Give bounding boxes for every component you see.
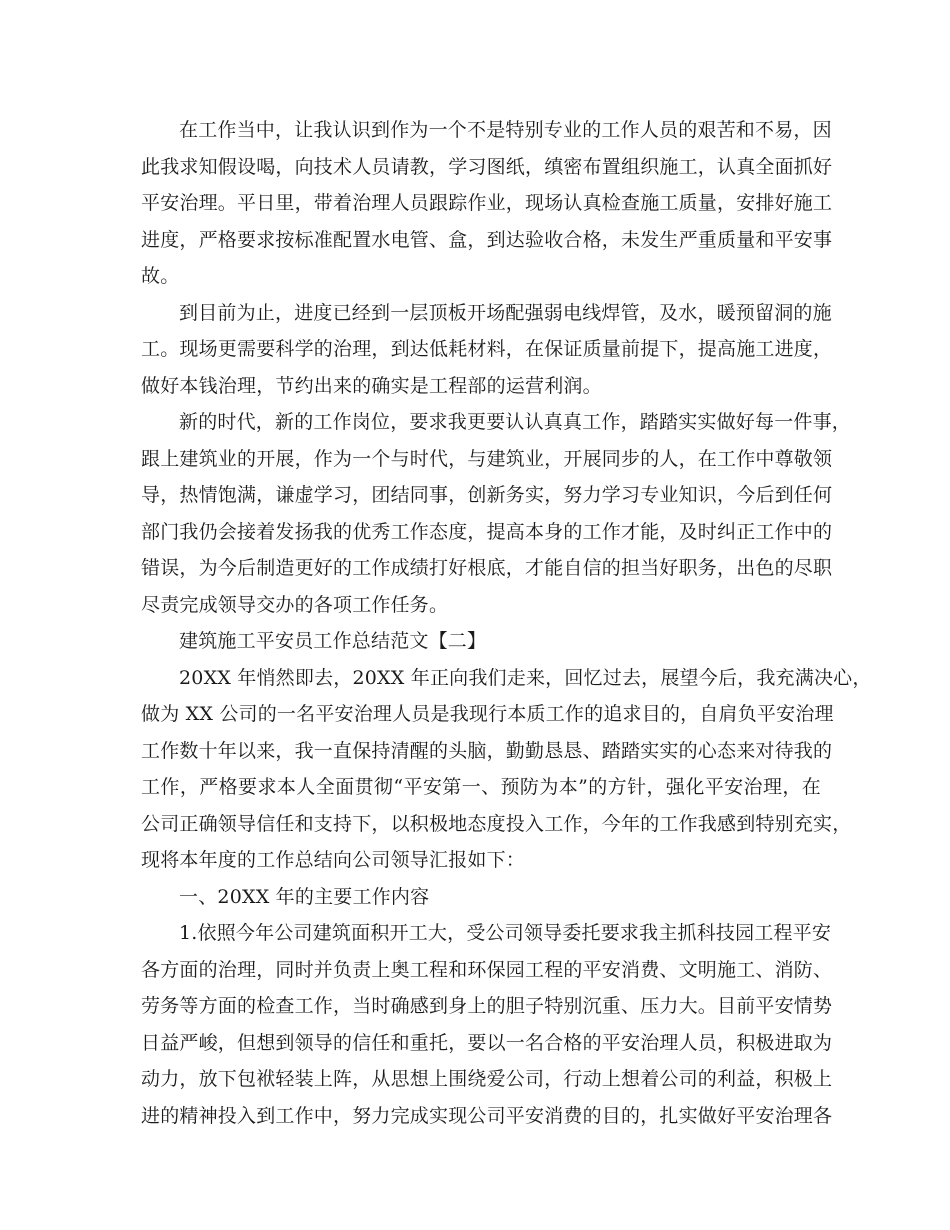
paragraph-p7-line: 进的精神投入到工作中，努力完成实现公司平安消费的目的，扎实做好平安治理各 xyxy=(141,1104,833,1127)
paragraph-p5-line: 现将本年度的工作总结向公司领导汇报如下： xyxy=(141,849,526,871)
paragraph-p4-line: 建筑施工平安员工作总结范文【二】 xyxy=(179,630,487,652)
paragraph-p1-line: 故。 xyxy=(141,265,180,287)
paragraph-p3-line: 跟上建筑业的开展，作为一个与时代，与建筑业，开展同步的人，在工作中尊敬领 xyxy=(141,447,833,470)
paragraph-p1-line: 此我求知假设喝，向技术人员请教，学习图纸，缜密布置组织施工，认真全面抓好 xyxy=(141,155,833,178)
paragraph-p2-line: 到目前为止，进度已经到一层顶板开场配强弱电线焊管，及水，暖预留洞的施 xyxy=(179,301,832,324)
paragraph-p1-line: 平安治理。平日里，带着治理人员跟踪作业，现场认真检查施工质量，安排好施工 xyxy=(141,192,833,214)
paragraph-p1-line: 在工作当中，让我认识到作为一个不是特别专业的工作人员的艰苦和不易，因 xyxy=(179,119,832,141)
paragraph-p3-line: 新的时代，新的工作岗位，要求我更要认认真真工作，踏踏实实做好每一件事， xyxy=(179,411,852,433)
paragraph-p5-line: 20XX 年悄然即去，20XX 年正向我们走来，回忆过去，展望今后，我充满决心， xyxy=(179,666,872,689)
paragraph-p2-line: 做好本钱治理，节约出来的确实是工程部的运营利润。 xyxy=(141,374,602,397)
paragraph-p5-line: 做为 XX 公司的一名平安治理人员是我现行本质工作的追求目的，自肩负平安治理 xyxy=(141,703,834,725)
paragraph-p7-line: 动力，放下包袱轻装上阵，从思想上围绕爱公司，行动上想着公司的利益，积极上 xyxy=(141,1068,833,1090)
paragraph-p6-line: 一、20XX 年的主要工作内容 xyxy=(179,885,430,908)
paragraph-p1-line: 进度，严格要求按标准配置水电管、盒，到达验收合格，未发生严重质量和平安事 xyxy=(141,228,833,251)
paragraph-p5-line: 工作，严格要求本人全面贯彻“平安第一、预防为本”的方针，强化平安治理，在 xyxy=(141,776,821,798)
paragraph-p3-line: 错误，为今后制造更好的工作成绩打好根底，才能自信的担当好职务，出色的尽职 xyxy=(141,557,833,579)
paragraph-p2-line: 工。现场更需要科学的治理，到达低耗材料，在保证质量前提下，提高施工进度， xyxy=(141,338,833,360)
paragraph-p7-line: 1.依照今年公司建筑面积开工大，受公司领导委托要求我主抓科技园工程平安 xyxy=(179,922,832,944)
paragraph-p7-line: 各方面的治理，同时并负责上奥工程和环保园工程的平安消费、文明施工、消防、 xyxy=(141,958,833,981)
paragraph-p7-line: 劳务等方面的检查工作，当时确感到身上的胆子特别沉重、压力大。目前平安情势 xyxy=(141,995,833,1017)
paragraph-p3-line: 尽责完成领导交办的各项工作任务。 xyxy=(141,593,449,616)
paragraph-p5-line: 公司正确领导信任和支持下，以积极地态度投入工作，今年的工作我感到特别充实， xyxy=(141,812,852,835)
paragraph-p3-line: 导，热情饱满，谦虚学习，团结同事，创新务实，努力学习专业知识，今后到任何 xyxy=(141,484,833,506)
document-body xyxy=(141,112,872,1134)
paragraph-p3-line: 部门我仍会接着发扬我的优秀工作态度，提高本身的工作才能，及时纠正工作中的 xyxy=(141,520,833,543)
paragraph-p5-line: 工作数十年以来，我一直保持清醒的头脑，勤勤恳恳、踏踏实实的心态来对待我的 xyxy=(141,739,833,762)
paragraph-p7-line: 日益严峻，但想到领导的信任和重托，要以一名合格的平安治理人员，积极进取为 xyxy=(141,1031,833,1054)
